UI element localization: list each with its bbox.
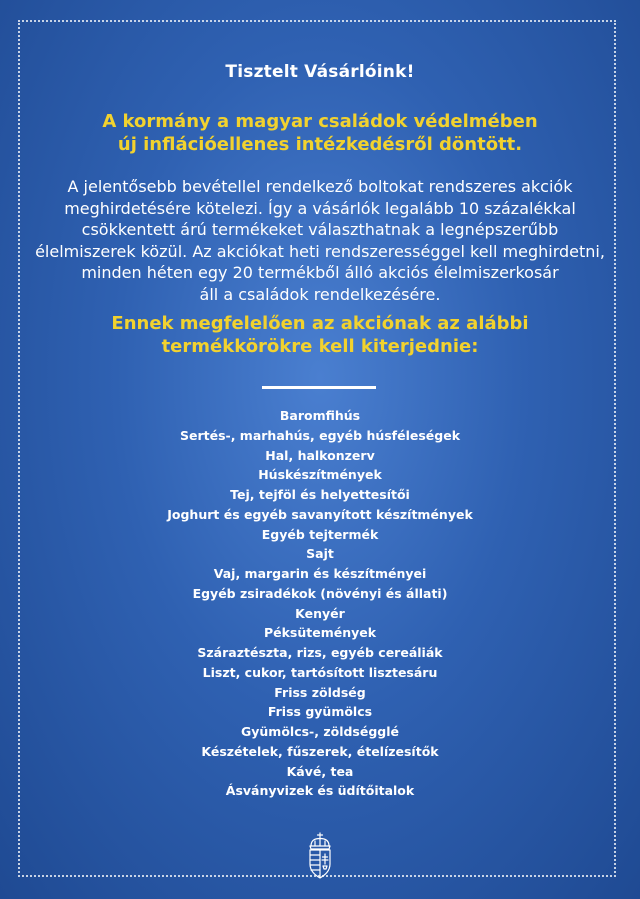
product-item: Egyéb zsiradékok (növényi és állati) xyxy=(192,585,448,601)
divider xyxy=(262,386,376,389)
product-item: Hal, halkonzerv xyxy=(265,447,375,463)
hungarian-coat-of-arms-icon xyxy=(305,832,335,880)
subheadline-line: Ennek megfelelően az akciónak az alábbi xyxy=(111,313,529,334)
product-item: Készételek, fűszerek, ételízesítők xyxy=(201,743,439,759)
product-item: Száraztészta, rizs, egyéb cereáliák xyxy=(197,645,443,660)
product-item: Friss gyümölcs xyxy=(267,704,373,720)
body-line: áll a családok rendelkezésére. xyxy=(199,284,441,304)
headline xyxy=(0,110,640,156)
product-item: Liszt, cukor, tartósított lisztesáru xyxy=(202,664,438,680)
subheadline xyxy=(0,312,640,358)
product-item: Friss zöldség xyxy=(274,684,366,700)
product-item: Kávé, tea xyxy=(286,763,354,779)
product-item: Péksütemények xyxy=(263,625,377,641)
product-item: Baromfihús xyxy=(279,408,361,423)
body-line: élelmiszerek közül. Az akciókat heti rendszerességgel kell meghirdetni, xyxy=(35,241,605,261)
product-item: Kenyér xyxy=(295,605,345,621)
product-item: Egyéb tejtermék xyxy=(261,526,379,542)
headline-line: új inflációellenes intézkedésről döntött. xyxy=(117,134,523,155)
body-paragraph xyxy=(0,176,640,305)
greeting-title: Tisztelt Vásárlóink! xyxy=(225,62,415,82)
product-item: Gyümölcs-, zöldségglé xyxy=(240,724,399,739)
body-line: minden héten egy 20 termékből álló akciós élelmiszerkosár xyxy=(81,263,559,282)
product-item: Ásványvizek és üdítőitalok xyxy=(225,783,415,799)
headline-line: A kormány a magyar családok védelmében xyxy=(102,111,538,132)
product-item: Sajt xyxy=(306,546,334,562)
body-line: A jelentősebb bevétellel rendelkező boltokat rendszeres akciók xyxy=(67,177,573,196)
product-item: Húskészítmények xyxy=(258,467,382,483)
body-line: meghirdetésére kötelezi. Így a vásárlók legalább 10 százalékkal xyxy=(64,198,576,218)
subheadline-line: termékkörökre kell kiterjednie: xyxy=(161,336,479,357)
product-item: Sertés-, marhahús, egyéb húsféleségek xyxy=(179,427,461,443)
product-item: Tej, tejföl és helyettesítői xyxy=(230,487,410,502)
product-item: Joghurt és egyéb savanyított készítmények xyxy=(167,506,473,522)
product-list xyxy=(0,406,640,801)
body-line: csökkentett árú termékeket választhatnak a legnépszerűbb xyxy=(81,220,559,239)
product-item: Vaj, margarin és készítményei xyxy=(213,566,427,581)
